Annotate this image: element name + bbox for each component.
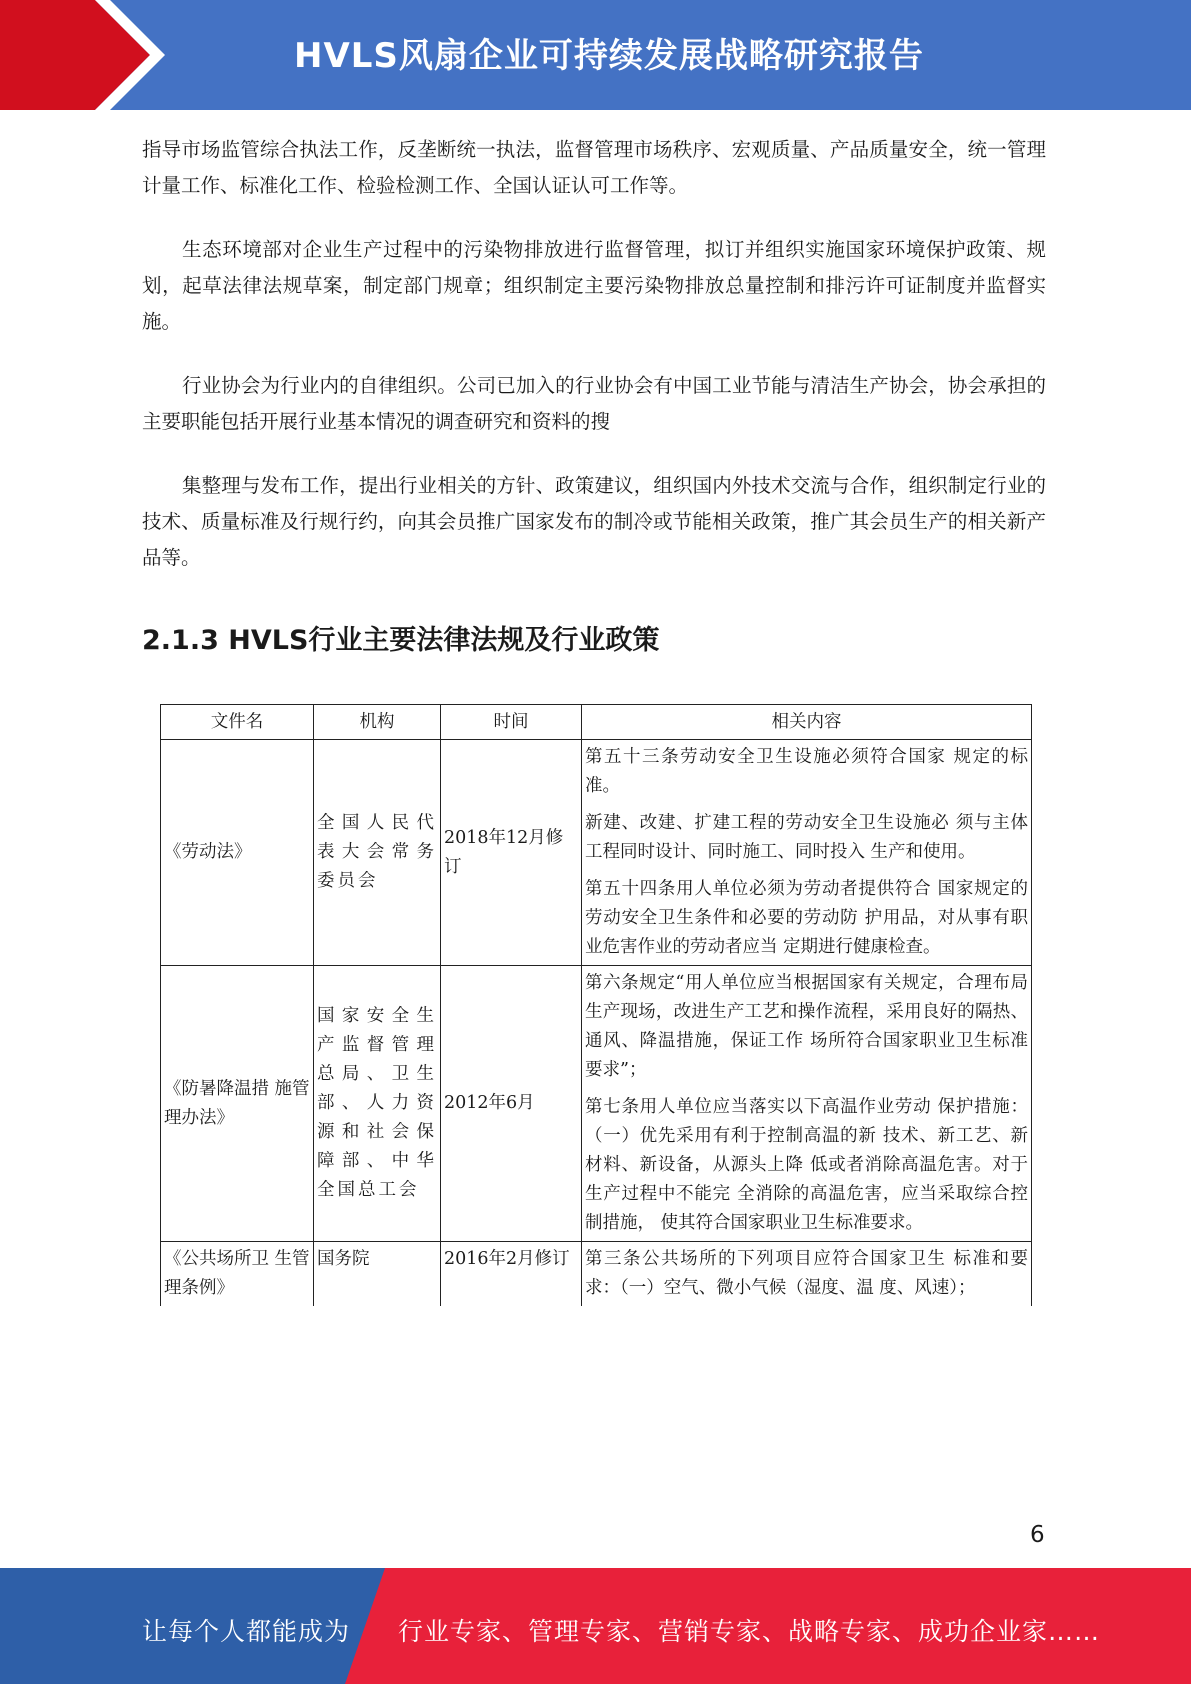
table-row [161, 740, 1032, 966]
column-header-content: 相关内容 [582, 705, 1032, 740]
paragraph: 集整理与发布工作，提出行业相关的方针、政策建议，组织国内外技术交流与合作，组织制定行业的技术、质量标准及行规行约，向其会员推广国家发布的制冷或节能相关政策，推广其会员生产的相关新产品等。 [142, 474, 1046, 569]
column-header-time: 时间 [441, 705, 582, 740]
column-header-name: 文件名 [161, 705, 314, 740]
footer-slogan-left: 让每个人都能成为 [142, 1617, 351, 1646]
cell-content [582, 740, 1032, 966]
paragraph: 生态环境部对企业生产过程中的污染物排放进行监督管理，拟订并组织实施国家环境保护政策、规划，起草法律法规草案，制定部门规章；组织制定主要污染物排放总量控制和排污许可证制度并监督实施。 [142, 238, 1046, 333]
cell-org: 国家安全生产监督管理总局、卫生部、人力资源和社会保障部、中华全国总工会 [314, 966, 441, 1242]
cell-time: 2012年6月 [441, 966, 582, 1242]
regulations-table [160, 704, 1032, 1306]
table-row [161, 1242, 1032, 1307]
body-content [142, 132, 1046, 681]
paragraph: 行业协会为行业内的自律组织。公司已加入的行业协会有中国工业节能与清洁生产协会，协会承担的主要职能包括开展行业基本情况的调查研究和资料的搜 [142, 374, 1046, 433]
table-header-row [161, 705, 1032, 740]
cell-name: 《公共场所卫 生管理条例》 [161, 1242, 314, 1307]
cell-time: 2018年12月修订 [441, 740, 582, 966]
cell-content [582, 966, 1032, 1242]
section-heading: 2.1.3 HVLS行业主要法律法规及行业政策 [142, 625, 660, 656]
content-item: 第五十四条用人单位必须为劳动者提供符合 国家规定的劳动安全卫生条件和必要的劳动防 护用品，对从事有职业危害作业的劳动者应当 定期进行健康检查。 [585, 879, 1028, 957]
cell-org: 国务院 [314, 1242, 441, 1307]
page-header [0, 0, 1191, 110]
page-footer [0, 1568, 1191, 1684]
content-item: 新建、改建、扩建工程的劳动安全卫生设施必 须与主体工程同时设计、同时施工、同时投入 生产和使用。 [585, 813, 1028, 862]
paragraph: 指导市场监管综合执法工作，反垄断统一执法，监督管理市场秩序、宏观质量、产品质量安全，统一管理计量工作、标准化工作、检验检测工作、全国认证认可工作等。 [142, 138, 1046, 197]
cell-content [582, 1242, 1032, 1307]
content-item: 第五十三条劳动安全卫生设施必须符合国家 规定的标准。 [585, 747, 1028, 796]
report-title: HVLS风扇企业可持续发展战略研究报告 [294, 36, 924, 76]
content-item: 第三条公共场所的下列项目应符合国家卫生 标准和要求：（一）空气、微小气候（湿度、温 度、风速）； [585, 1249, 1028, 1298]
content-item: 第七条用人单位应当落实以下高温作业劳动 保护措施：（一）优先采用有利于控制高温的新 技术、新工艺、新材料、新设备，从源头上降 低或者消除高温危害。对于生产过程中不能完 全消除的高温危害，应当采取综合控制措施， 使其符合国家职业卫生标准要求。 [585, 1097, 1028, 1233]
content-item: 第六条规定“用人单位应当根据国家有关规定，合理布局生产现场，改进生产工艺和操作流程，采用良好的隔热、通风、降温措施，保证工作 场所符合国家职业卫生标准要求”； [585, 973, 1028, 1080]
column-header-org: 机构 [314, 705, 441, 740]
cell-name: 《劳动法》 [161, 740, 314, 966]
cell-time: 2016年2月修订 [441, 1242, 582, 1307]
footer-slogan-right: 行业专家、管理专家、营销专家、战略专家、成功企业家…… [398, 1617, 1101, 1646]
cell-name: 《防暑降温措 施管理办法》 [161, 966, 314, 1242]
table-row [161, 966, 1032, 1242]
page-number: 6 [1030, 1522, 1045, 1548]
cell-org: 全国人民代表大会常务委员会 [314, 740, 441, 966]
